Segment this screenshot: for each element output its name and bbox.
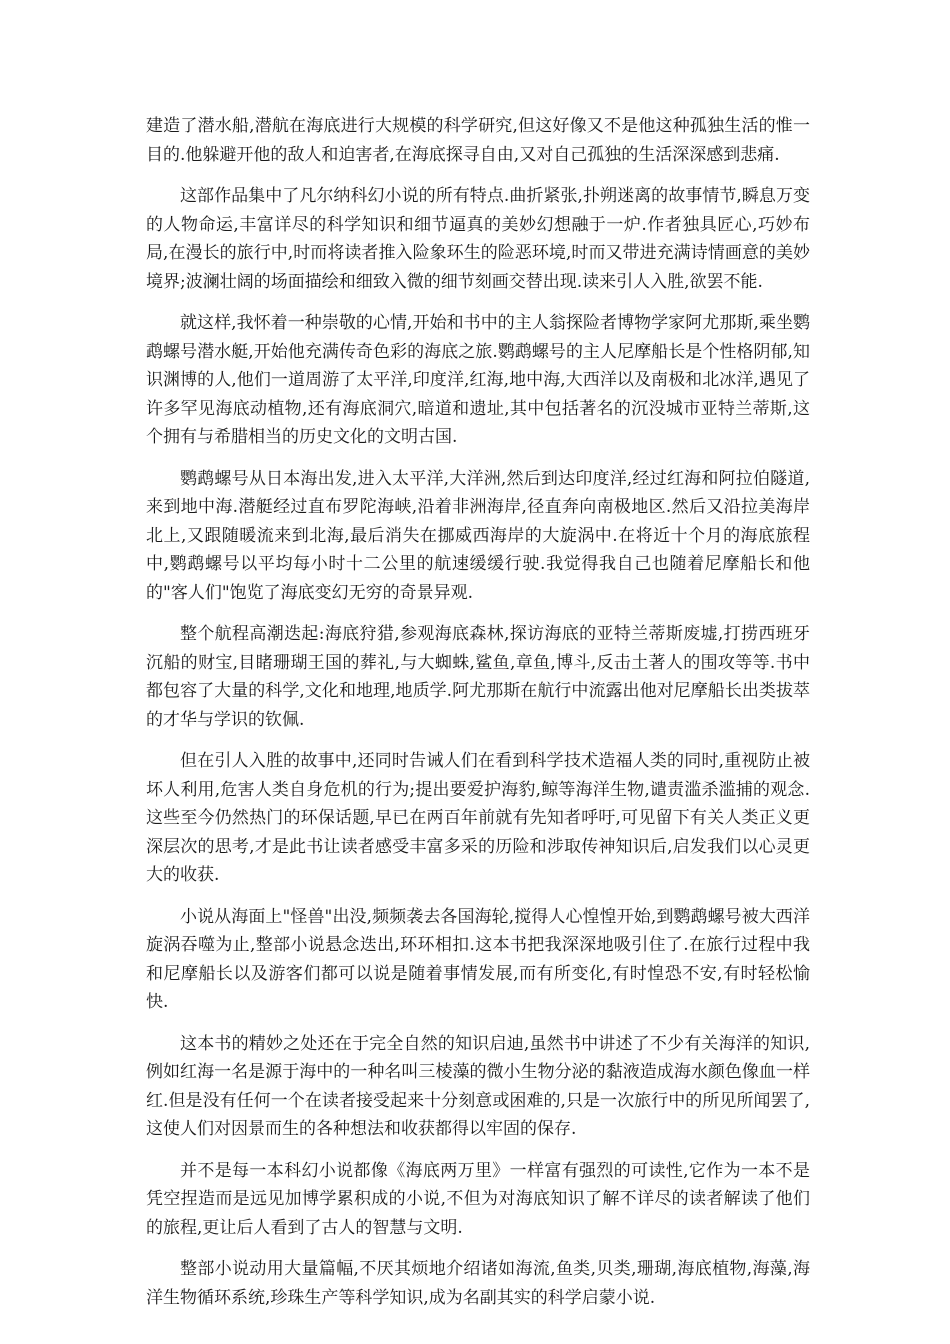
paragraph-9: 并不是每一本科幻小说都像《海底两万里》一样富有强烈的可读性,它作为一本不是凭空捏造而是远见加博学累积成的小说,不但为对海底知识了解不详尽的读者解读了他们的旅程,更让后人看到了古人的智慧与文明. bbox=[146, 1160, 810, 1238]
paragraph-8: 这本书的精妙之处还在于完全自然的知识启迪,虽然书中讲述了不少有关海洋的知识,例如红海一名是源于海中的一种名叫三棱藻的微小生物分泌的黏液造成海水颜色像血一样红.但是没有任何一个在读者接受起来十分刻意或困难的,只是一次旅行中的所见所闻罢了,这使人们对因景而生的各种想法和收获都得以牢固的保存. bbox=[146, 1033, 810, 1139]
paragraph-6: 但在引人入胜的故事中,还同时告诫人们在看到科学技术造福人类的同时,重视防止被坏人利用,危害人类自身危机的行为;提出要爱护海豹,鲸等海洋生物,谴责滥杀滥捕的观念.这些至今仍然热门的环保话题,早已在两百年前就有先知者呼吁,可见留下有关人类正义更深层次的思考,才是此书让读者感受丰富多采的历险和涉取传神知识后,启发我们以心灵更大的收获. bbox=[146, 751, 810, 885]
document-page bbox=[146, 112, 810, 1325]
paragraph-10: 整部小说动用大量篇幅,不厌其烦地介绍诸如海流,鱼类,贝类,珊瑚,海底植物,海藻,海洋生物循环系统,珍珠生产等科学知识,成为名副其实的科学启蒙小说. bbox=[146, 1259, 810, 1308]
paragraph-4: 鹦鹉螺号从日本海出发,进入太平洋,大洋洲,然后到达印度洋,经过红海和阿拉伯隧道,来到地中海.潜艇经过直布罗陀海峡,沿着非洲海岸,径直奔向南极地区.然后又沿拉美海岸北上,又跟随暖流来到北海,最后消失在挪威西海岸的大旋涡中.在将近十个月的海底旅程中,鹦鹉螺号以平均每小时十二公里的航速缓缓行驶.我觉得我自己也随着尼摩船长和他的"客人们"饱览了海底变幻无穷的奇景异观. bbox=[146, 468, 810, 603]
paragraph-1: 建造了潜水船,潜航在海底进行大规模的科学研究,但这好像又不是他这种孤独生活的惟一目的.他躲避开他的敌人和迫害者,在海底探寻自由,又对自己孤独的生活深深感到悲痛. bbox=[146, 116, 810, 165]
paragraph-3: 就这样,我怀着一种崇敬的心情,开始和书中的主人翁探险者博物学家阿尤那斯,乘坐鹦鹉螺号潜水艇,开始他充满传奇色彩的海底之旅.鹦鹉螺号的主人尼摩船长是个性格阴郁,知识渊博的人,他们一道周游了太平洋,印度洋,红海,地中海,大西洋以及南极和北冰洋,遇见了许多罕见海底动植物,还有海底洞穴,暗道和遗址,其中包括著名的沉没城市亚特兰蒂斯,这个拥有与希腊相当的历史文化的文明古国. bbox=[146, 313, 810, 447]
paragraph-5: 整个航程高潮迭起:海底狩猎,参观海底森林,探访海底的亚特兰蒂斯废墟,打捞西班牙沉船的财宝,目睹珊瑚王国的葬礼,与大蜘蛛,鲨鱼,章鱼,博斗,反击土著人的围攻等等.书中都包容了大量的科学,文化和地理,地质学.阿尤那斯在航行中流露出他对尼摩船长出类拔萃的才华与学识的钦佩. bbox=[146, 624, 810, 730]
paragraph-7: 小说从海面上"怪兽"出没,频频袭去各国海轮,搅得人心惶惶开始,到鹦鹉螺号被大西洋旋涡吞噬为止,整部小说悬念迭出,环环相扣.这本书把我深深地吸引住了.在旅行过程中我和尼摩船长以及游客们都可以说是随着事情发展,而有所变化,有时惶恐不安,有时轻松愉快. bbox=[146, 906, 810, 1012]
paragraph-2: 这部作品集中了凡尔纳科幻小说的所有特点.曲折紧张,扑朔迷离的故事情节,瞬息万变的人物命运,丰富详尽的科学知识和细节逼真的美妙幻想融于一炉.作者独具匠心,巧妙布局,在漫长的旅行中,时而将读者推入险象环生的险恶环境,时而又带进充满诗情画意的美妙境界;波澜壮阔的场面描绘和细致入微的细节刻画交替出现.读来引人入胜,欲罢不能. bbox=[146, 186, 810, 292]
